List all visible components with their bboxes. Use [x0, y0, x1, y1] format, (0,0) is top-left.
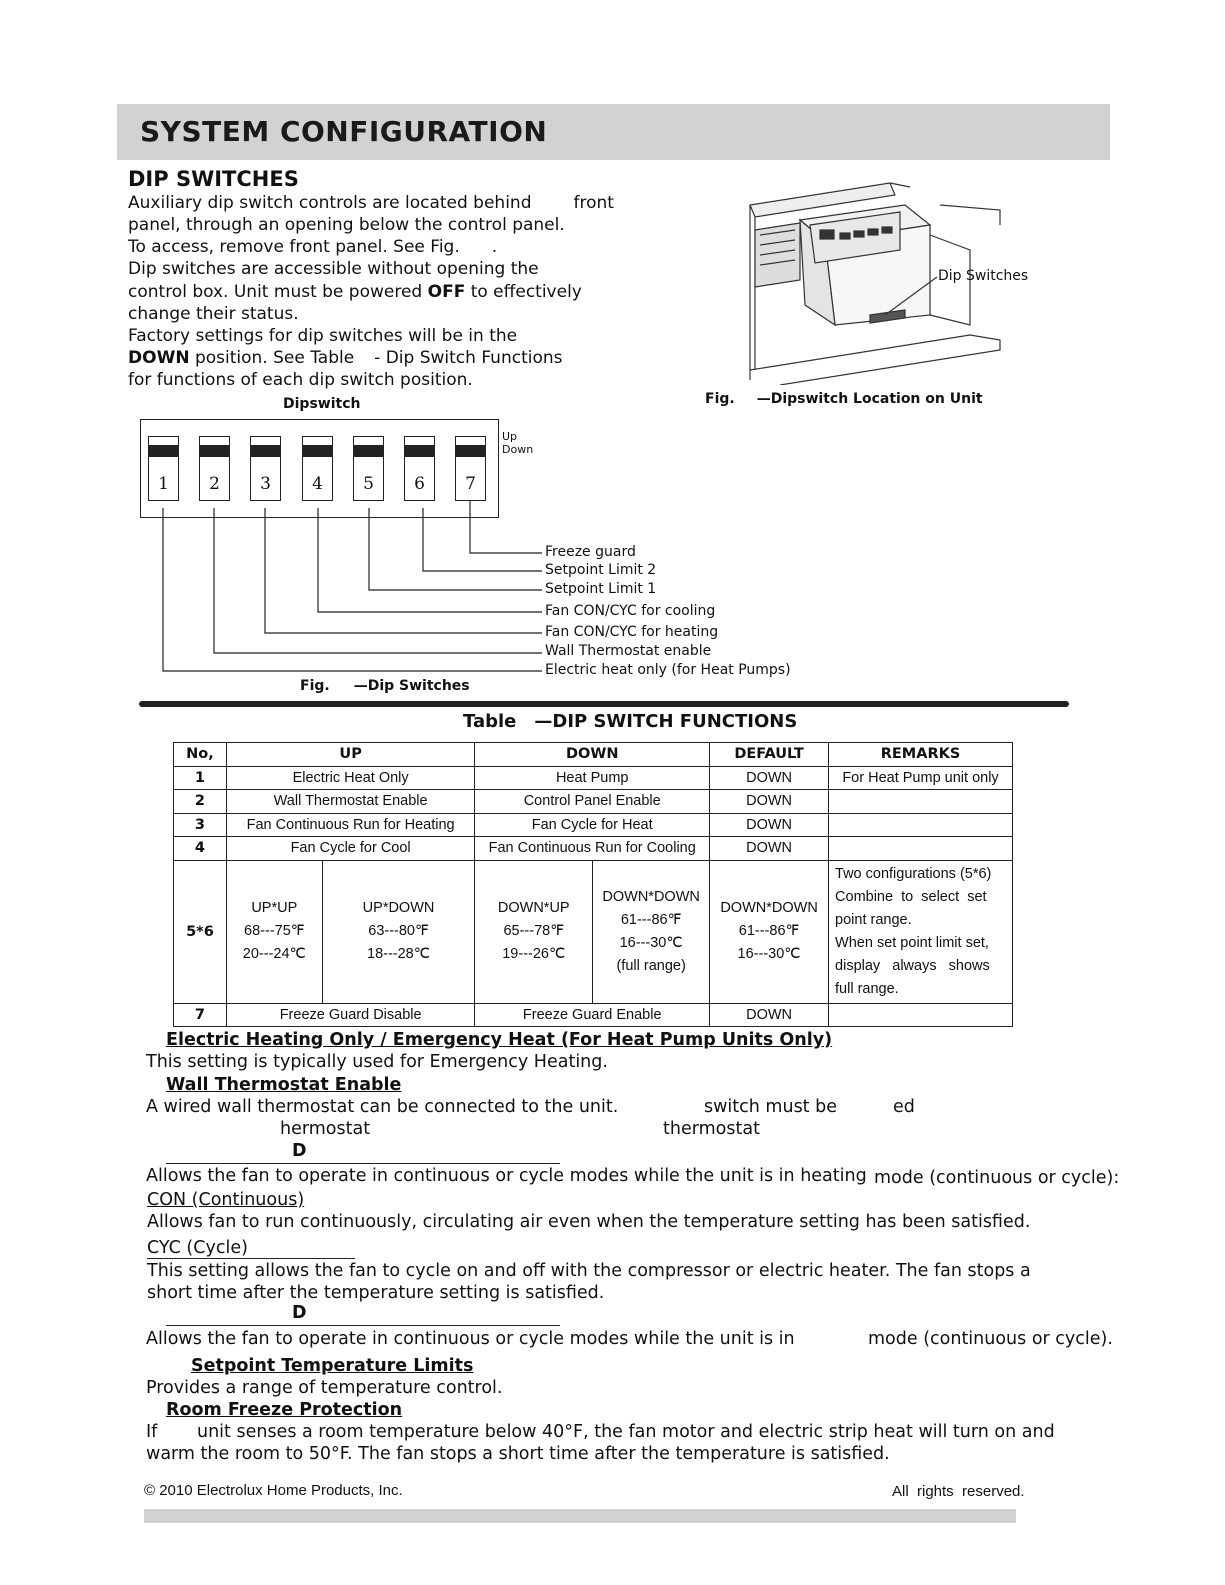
cooling-heading-letter: D: [292, 1303, 307, 1323]
intro-line: Auxiliary dip switch controls are located behind front: [128, 193, 614, 213]
table-row: [174, 837, 1013, 861]
cell-no: 2: [174, 790, 227, 814]
dip-switch: 6: [404, 436, 435, 501]
setpoint-heading: Setpoint Temperature Limits: [191, 1356, 474, 1376]
cell-no: 5*6: [174, 860, 227, 1003]
cell-default: DOWN: [710, 837, 829, 861]
cell-down: Fan Cycle for Heat: [475, 813, 710, 837]
cell-up: Fan Cycle for Cool: [226, 837, 474, 861]
cell-no: 7: [174, 1003, 227, 1027]
footer-bar: [144, 1509, 1016, 1523]
cell-upup: UP*UP 68---75℉ 20---24℃: [226, 860, 322, 1003]
freeze-heading: Room Freeze Protection: [166, 1400, 403, 1420]
dip-switches-callout: Dip Switches: [938, 268, 1029, 284]
setpoint-text: Provides a range of temperature control.: [146, 1378, 503, 1398]
page-title: SYSTEM CONFIGURATION: [140, 115, 548, 148]
heating-text: mode (continuous or cycle):: [874, 1168, 1120, 1188]
cell-down: Control Panel Enable: [475, 790, 710, 814]
wall-thermostat-text: thermostat: [663, 1119, 760, 1139]
cell-default: DOWN*DOWN 61---86℉ 16---30℃: [710, 860, 829, 1003]
cooling-text: mode (continuous or cycle).: [868, 1329, 1113, 1349]
dip-switch: 4: [302, 436, 333, 501]
dip-switch: 2: [199, 436, 230, 501]
intro-line: Factory settings for dip switches will be in the: [128, 326, 518, 346]
intro-line: change their status.: [128, 304, 299, 324]
function-label: Setpoint Limit 2: [545, 562, 657, 578]
wall-thermostat-heading: Wall Thermostat Enable: [166, 1075, 402, 1095]
intro-line: for functions of each dip switch position.: [128, 370, 473, 390]
function-label: Electric heat only (for Heat Pumps): [545, 662, 791, 678]
table-row: [174, 860, 1013, 1003]
function-label: Wall Thermostat enable: [545, 643, 712, 659]
cell-up: Electric Heat Only: [226, 766, 474, 790]
dip-switch-table: [173, 742, 1013, 1027]
cell-remarks: [829, 837, 1013, 861]
dipswitch-title: Dipswitch: [283, 396, 361, 412]
wall-thermostat-text: A wired wall thermostat can be connected to the unit.: [146, 1097, 619, 1117]
heating-text: Allows the fan to operate in continuous or cycle modes while the unit is in heating: [146, 1166, 867, 1186]
electric-heat-text: This setting is typically used for Emergency Heating.: [146, 1052, 608, 1072]
dip-switch: 7: [455, 436, 486, 501]
cell-no: 3: [174, 813, 227, 837]
cell-up: Fan Continuous Run for Heating: [226, 813, 474, 837]
cyc-heading: CYC (Cycle): [147, 1238, 248, 1258]
function-label: Freeze guard: [545, 544, 636, 560]
intro-line: control box. Unit must be powered OFF to effectively: [128, 282, 582, 302]
header-up: UP: [226, 743, 474, 767]
heating-heading-letter: D: [292, 1141, 307, 1161]
electric-heat-heading: Electric Heating Only / Emergency Heat (For Heat Pump Units Only): [166, 1030, 833, 1050]
copyright: © 2010 Electrolux Home Products, Inc.: [144, 1482, 403, 1499]
divider-rule: [139, 701, 1069, 707]
cell-downup: DOWN*UP 65---78℉ 19---26℃: [475, 860, 593, 1003]
cell-down: Fan Continuous Run for Cooling: [475, 837, 710, 861]
con-text: Allows fan to run continuously, circulating air even when the temperature setting has been satisfied.: [147, 1212, 1031, 1232]
heading-underline: [166, 1163, 560, 1164]
freeze-text: warm the room to 50°F. The fan stops a short time after the temperature is satisfied.: [146, 1444, 890, 1464]
cell-downdown: DOWN*DOWN 61---86℉ 16---30℃ (full range): [593, 860, 710, 1003]
intro-line: DOWN position. See Table - Dip Switch Functions: [128, 348, 563, 368]
header-remarks: REMARKS: [829, 743, 1013, 767]
up-label: Up: [502, 430, 518, 443]
function-label: Setpoint Limit 1: [545, 581, 657, 597]
cell-no: 4: [174, 837, 227, 861]
intro-line: Dip switches are accessible without opening the: [128, 259, 539, 279]
section-title: DIP SWITCHES: [128, 167, 299, 191]
heading-underline: [147, 1258, 355, 1259]
table-row: [174, 766, 1013, 790]
table-row: [174, 813, 1013, 837]
cell-remarks: [829, 813, 1013, 837]
freeze-text: If: [146, 1422, 158, 1442]
con-heading: CON (Continuous): [147, 1190, 305, 1210]
cell-default: DOWN: [710, 790, 829, 814]
cell-remarks: For Heat Pump unit only: [829, 766, 1013, 790]
cyc-text: This setting allows the fan to cycle on and off with the compressor or electric heater. The fan stops a: [147, 1261, 1031, 1281]
cell-up: Wall Thermostat Enable: [226, 790, 474, 814]
cell-no: 1: [174, 766, 227, 790]
dip-switch: 5: [353, 436, 384, 501]
table-row: [174, 790, 1013, 814]
down-label: Down: [502, 443, 534, 456]
cell-default: DOWN: [710, 1003, 829, 1027]
function-label: Fan CON/CYC for heating: [545, 624, 719, 640]
freeze-text: unit senses a room temperature below 40°F, the fan motor and electric strip heat will turn on and: [197, 1422, 1055, 1442]
table-header-row: [174, 743, 1013, 767]
intro-line: To access, remove front panel. See Fig. .: [128, 237, 498, 257]
header-no: No,: [174, 743, 227, 767]
wall-thermostat-text: ed: [893, 1097, 915, 1117]
table-title: Table —DIP SWITCH FUNCTIONS: [463, 711, 798, 732]
rights-reserved: All rights reserved.: [892, 1483, 1025, 1500]
cell-remarks: Two configurations (5*6) Combine to select set point range. When set point limit set, display always shows full range.: [829, 860, 1013, 1003]
header-down: DOWN: [475, 743, 710, 767]
cell-remarks: [829, 790, 1013, 814]
cyc-text: short time after the temperature setting is satisfied.: [147, 1283, 605, 1303]
intro-line: panel, through an opening below the control panel.: [128, 215, 565, 235]
table-row: [174, 1003, 1013, 1027]
cell-remarks: [829, 1003, 1013, 1027]
wall-thermostat-text: switch must be: [704, 1097, 837, 1117]
heading-underline: [166, 1325, 560, 1326]
cell-up: Freeze Guard Disable: [226, 1003, 474, 1027]
cell-updown: UP*DOWN 63---80℉ 18---28℃: [322, 860, 475, 1003]
cell-down: Freeze Guard Enable: [475, 1003, 710, 1027]
cell-default: DOWN: [710, 766, 829, 790]
wall-thermostat-text: hermostat: [280, 1119, 371, 1139]
unit-figure-caption: Fig. —Dipswitch Location on Unit: [705, 391, 983, 407]
cell-default: DOWN: [710, 813, 829, 837]
header-default: DEFAULT: [710, 743, 829, 767]
dip-switch: 3: [250, 436, 281, 501]
cooling-text: Allows the fan to operate in continuous or cycle modes while the unit is in: [146, 1329, 795, 1349]
dip-switch: 1: [148, 436, 179, 501]
dip-figure-caption: Fig. —Dip Switches: [300, 678, 470, 694]
function-label: Fan CON/CYC for cooling: [545, 603, 716, 619]
cell-down: Heat Pump: [475, 766, 710, 790]
